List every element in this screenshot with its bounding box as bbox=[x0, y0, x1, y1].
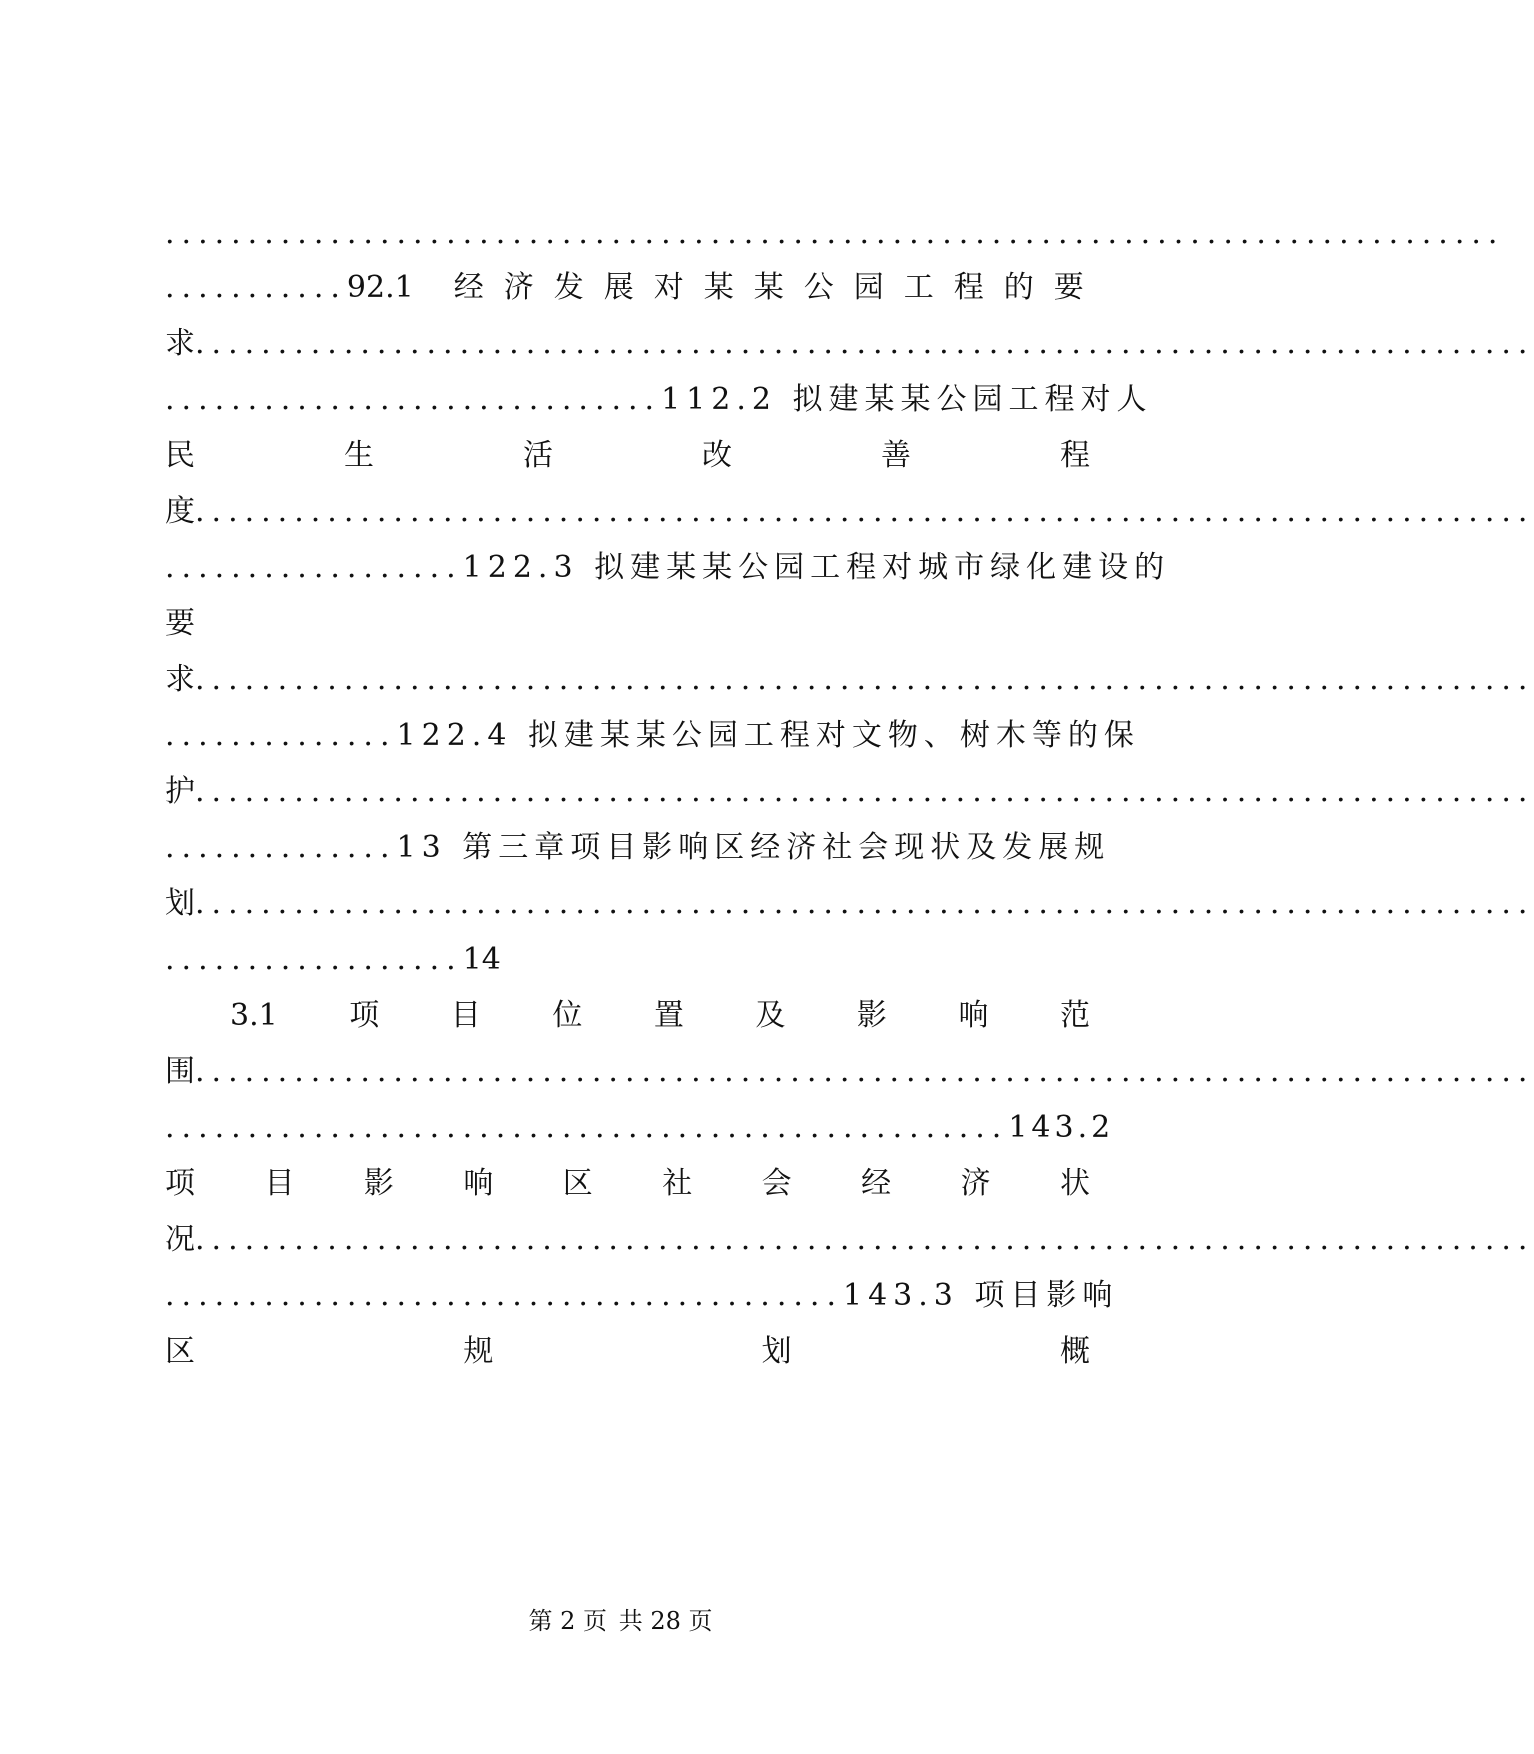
toc-char: 民 bbox=[165, 438, 195, 473]
leader-dots: ................................................................................. bbox=[165, 216, 1505, 251]
leader-dots: .............................. bbox=[165, 382, 662, 417]
toc-char: 及 bbox=[755, 998, 786, 1033]
toc-line bbox=[165, 436, 1090, 476]
leader-dots: ................................................................................. bbox=[195, 662, 1534, 697]
leader-dots: .............. bbox=[165, 830, 397, 865]
toc-entry-3-3[interactable] bbox=[165, 1276, 1119, 1316]
toc-entry-title: 要 bbox=[165, 606, 195, 641]
leader-dots: ......................................... bbox=[165, 1278, 843, 1313]
toc-entry-3-2[interactable] bbox=[165, 1164, 1090, 1204]
toc-char: 状 bbox=[1059, 1166, 1090, 1201]
toc-entry-2-1[interactable] bbox=[165, 268, 1104, 308]
toc-line bbox=[165, 772, 1534, 812]
toc-line bbox=[165, 492, 1534, 532]
page-footer bbox=[0, 1606, 1241, 1636]
toc-entry-title: 护 bbox=[165, 774, 195, 809]
leader-dots: ................................................... bbox=[165, 1110, 1009, 1145]
toc-char: 3.1 bbox=[230, 998, 278, 1033]
leader-dots: ................................................................................. bbox=[195, 774, 1534, 809]
leader-dots: ........... bbox=[165, 270, 347, 305]
toc-char: 规 bbox=[463, 1334, 494, 1369]
toc-char: 目 bbox=[450, 998, 481, 1033]
toc-entry-title: 经济发展对某某公园工程的要 bbox=[453, 270, 1104, 305]
leader-dots: ................................................................................. bbox=[195, 1222, 1534, 1257]
toc-entry-title: 围 bbox=[165, 1054, 195, 1089]
toc-entry-title: 划 bbox=[165, 886, 195, 921]
toc-char: 区 bbox=[562, 1166, 593, 1201]
toc-line bbox=[165, 324, 1534, 364]
toc-char: 活 bbox=[523, 438, 553, 473]
toc-line bbox=[165, 1220, 1534, 1260]
leader-dots: .................. bbox=[165, 942, 463, 977]
toc-entry-2-2[interactable] bbox=[165, 380, 1153, 420]
toc-char: 目 bbox=[264, 1166, 295, 1201]
leader-dots: ................................................................................. bbox=[195, 326, 1534, 361]
toc-entry-title: 112.2 拟建某某公园工程对人 bbox=[661, 382, 1153, 417]
toc-entry-2-4[interactable] bbox=[165, 716, 1140, 756]
toc-char: 经 bbox=[861, 1166, 892, 1201]
toc-char: 响 bbox=[958, 998, 989, 1033]
toc-char: 项 bbox=[165, 1166, 195, 1201]
toc-entry-3-1[interactable] bbox=[230, 996, 1090, 1036]
toc-char: 区 bbox=[165, 1334, 195, 1369]
toc-char: 划 bbox=[761, 1334, 792, 1369]
toc-entry-chapter-3[interactable] bbox=[165, 828, 1111, 868]
toc-char: 范 bbox=[1059, 998, 1090, 1033]
toc-line bbox=[165, 1108, 1115, 1148]
page-number-label: 第 2 页 bbox=[528, 1607, 608, 1635]
page-number: 14 bbox=[462, 942, 501, 977]
total-pages-label: 共 28 页 bbox=[618, 1607, 713, 1635]
toc-char: 程 bbox=[1060, 438, 1090, 473]
leader-dots: ................................................................................. bbox=[195, 886, 1534, 921]
leader-dots: .............. bbox=[165, 718, 397, 753]
toc-line bbox=[165, 660, 1534, 700]
toc-char: 项 bbox=[349, 998, 380, 1033]
toc-char: 改 bbox=[702, 438, 732, 473]
toc-char: 社 bbox=[662, 1166, 693, 1201]
toc-char: 置 bbox=[653, 998, 684, 1033]
toc-line bbox=[165, 1332, 1090, 1372]
toc-line bbox=[165, 940, 1090, 980]
toc-entry-title: 求 bbox=[165, 326, 195, 361]
toc-char: 影 bbox=[363, 1166, 394, 1201]
toc-entry-title: 13 第三章项目影响区经济社会现状及发展规 bbox=[396, 830, 1111, 865]
toc-char: 概 bbox=[1059, 1334, 1090, 1369]
toc-char: 生 bbox=[344, 438, 374, 473]
toc-line bbox=[165, 214, 1505, 254]
toc-entry-2-3[interactable] bbox=[165, 548, 1171, 588]
toc-entry-title: 求 bbox=[165, 662, 195, 697]
toc-line bbox=[165, 1052, 1534, 1092]
toc-line bbox=[165, 884, 1534, 924]
toc-char: 会 bbox=[761, 1166, 792, 1201]
toc-char: 位 bbox=[552, 998, 583, 1033]
toc-line bbox=[165, 604, 1090, 644]
toc-char: 济 bbox=[960, 1166, 991, 1201]
toc-char: 影 bbox=[856, 998, 887, 1033]
toc-entry-title: 122.3 拟建某某公园工程对城市绿化建设的 bbox=[462, 550, 1171, 585]
toc-entry-title: 况 bbox=[165, 1222, 195, 1257]
leader-dots: ................................................................................. bbox=[195, 1054, 1534, 1089]
leader-dots: ................................................................................. bbox=[195, 494, 1534, 529]
page-number: 143.2 bbox=[1008, 1110, 1115, 1145]
toc-entry-title: 143.3 项目影响 bbox=[842, 1278, 1119, 1313]
toc-entry-title: 度 bbox=[165, 494, 195, 529]
toc-char: 善 bbox=[881, 438, 911, 473]
page-number: 92.1 bbox=[346, 270, 414, 305]
toc-char: 响 bbox=[463, 1166, 494, 1201]
leader-dots: .................. bbox=[165, 550, 463, 585]
toc-entry-title: 122.4 拟建某某公园工程对文物、树木等的保 bbox=[396, 718, 1140, 753]
